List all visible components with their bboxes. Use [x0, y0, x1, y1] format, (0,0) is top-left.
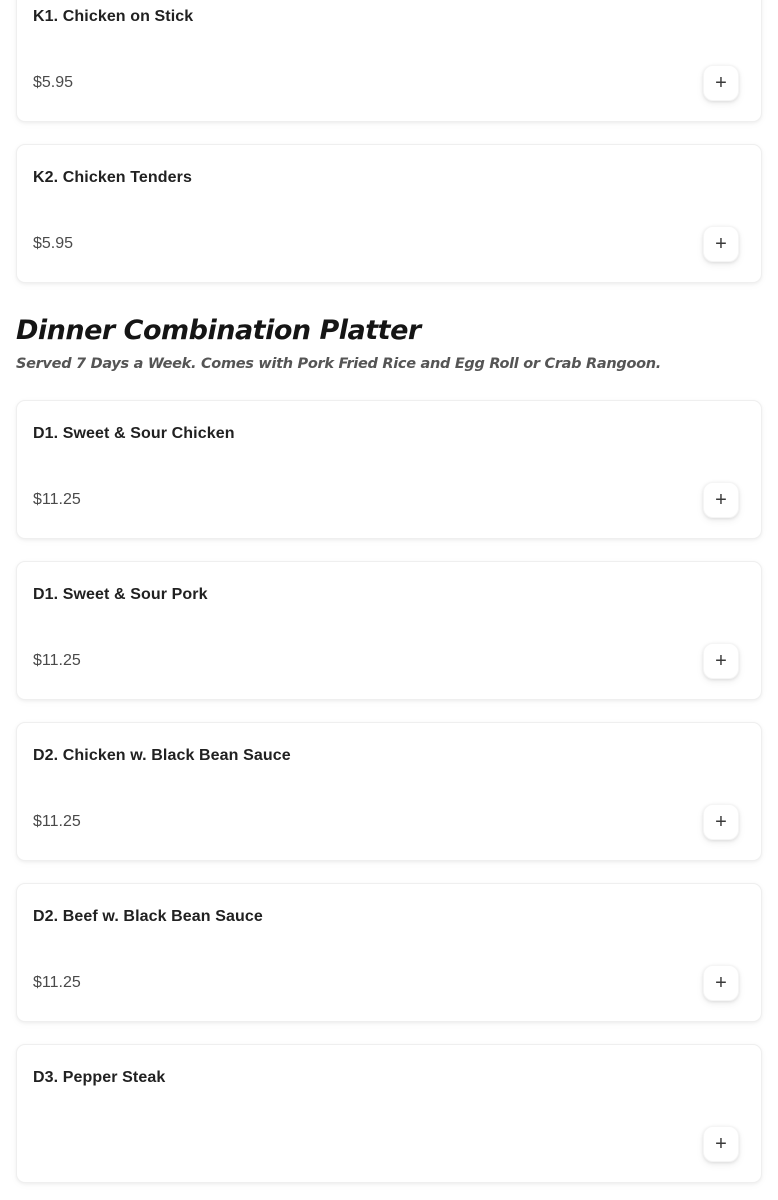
menu-item-bottom-row	[33, 226, 745, 262]
section-header	[16, 316, 762, 373]
section-items	[16, 400, 762, 1183]
menu-item-bottom-row	[33, 965, 745, 1001]
menu-item-card[interactable]	[16, 144, 762, 283]
menu-item-name: D3. Pepper Steak	[33, 1069, 166, 1086]
section-items	[16, 0, 762, 283]
menu-item-bottom-row	[33, 482, 745, 518]
plus-icon: +	[715, 650, 727, 672]
section-title: Dinner Combination Platter	[16, 315, 421, 346]
menu-item-price: $5.95	[33, 235, 74, 252]
menu-item-price: $11.25	[33, 491, 81, 508]
menu-item-price: $5.95	[33, 74, 74, 91]
add-to-cart-button[interactable]	[703, 804, 739, 840]
section-subtitle: Served 7 Days a Week. Comes with Pork Fried Rice and Egg Roll or Crab Rangoon.	[16, 356, 661, 372]
menu-item-bottom-row	[33, 643, 745, 679]
add-to-cart-button[interactable]	[703, 65, 739, 101]
add-to-cart-button[interactable]	[703, 965, 739, 1001]
menu-item-bottom-row	[33, 1126, 745, 1162]
add-to-cart-button[interactable]	[703, 643, 739, 679]
menu-item-card[interactable]	[16, 1044, 762, 1183]
plus-icon: +	[715, 489, 727, 511]
add-to-cart-button[interactable]	[703, 1126, 739, 1162]
add-to-cart-button[interactable]	[703, 482, 739, 518]
menu-item-card[interactable]	[16, 0, 762, 122]
menu-item-card[interactable]	[16, 722, 762, 861]
plus-icon: +	[715, 972, 727, 994]
menu-item-bottom-row	[33, 65, 745, 101]
menu-item-card[interactable]	[16, 883, 762, 1022]
menu-item-price: $11.25	[33, 813, 81, 830]
menu-item-name: D1. Sweet & Sour Pork	[33, 586, 208, 603]
menu-section	[16, 0, 762, 283]
menu-item-name: D2. Chicken w. Black Bean Sauce	[33, 747, 291, 764]
menu-item-name: K1. Chicken on Stick	[33, 8, 194, 25]
menu-item-card[interactable]	[16, 561, 762, 700]
plus-icon: +	[715, 811, 727, 833]
menu-item-price: $11.25	[33, 652, 81, 669]
menu-item-name: K2. Chicken Tenders	[33, 169, 192, 186]
menu-item-name: D2. Beef w. Black Bean Sauce	[33, 908, 263, 925]
menu-item-price: $11.25	[33, 974, 81, 991]
add-to-cart-button[interactable]	[703, 226, 739, 262]
menu-item-card[interactable]	[16, 400, 762, 539]
menu-item-bottom-row	[33, 804, 745, 840]
plus-icon: +	[715, 72, 727, 94]
plus-icon: +	[715, 233, 727, 255]
menu-item-name: D1. Sweet & Sour Chicken	[33, 425, 235, 442]
menu-section	[16, 316, 762, 1183]
plus-icon: +	[715, 1133, 727, 1155]
